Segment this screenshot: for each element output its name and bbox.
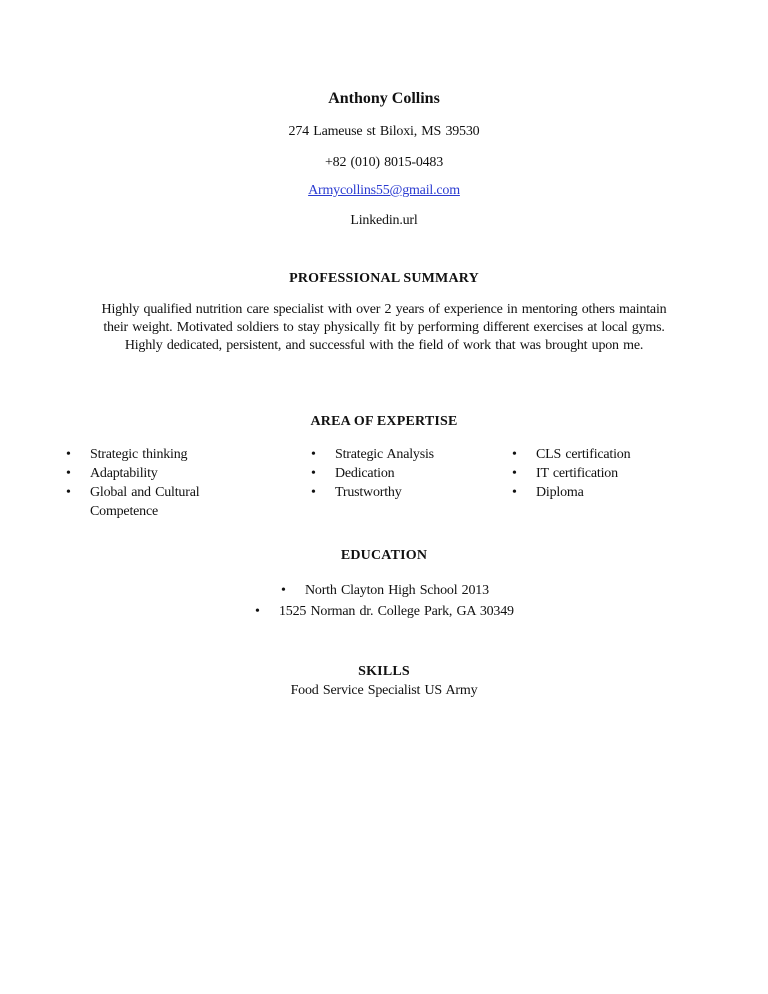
summary-heading: PROFESSIONAL SUMMARY [289,271,479,286]
education-heading: EDUCATION [340,548,428,563]
list-item-text: Global and Cultural Competence [90,485,200,519]
expertise-column-1 [66,445,246,521]
list-item [66,483,230,521]
list-item [66,445,246,464]
list-item-text: Dedication [335,466,395,481]
linkedin-url[interactable]: Linkedin.url [350,213,418,228]
email-link[interactable]: Armycollins55@gmail.com [308,183,460,198]
bullet-icon: • [66,447,71,462]
bullet-icon: • [512,447,517,462]
list-item-text: Adaptability [90,466,158,481]
bullet-icon: • [311,447,316,462]
expertise-heading: AREA OF EXPERTISE [310,414,458,429]
education-list-2 [255,602,595,621]
list-item [311,464,491,483]
phone-number: +82 (010) 8015-0483 [324,155,444,170]
email-line [0,183,768,199]
bullet-icon: • [255,604,260,619]
list-item [512,445,692,464]
list-item [311,445,491,464]
bullet-icon: • [66,466,71,481]
list-item-text: Diploma [536,485,584,500]
bullet-icon: • [512,485,517,500]
list-item [255,602,595,621]
expertise-column-3 [512,445,692,502]
list-item-text: North Clayton High School 2013 [305,583,489,598]
skills-text: Food Service Specialist US Army [290,683,478,698]
applicant-name: Anthony Collins [328,90,440,107]
bullet-icon: • [512,466,517,481]
list-item [281,581,601,600]
list-item-text: Trustworthy [335,485,402,500]
bullet-icon: • [281,583,286,598]
list-item [512,464,692,483]
education-list [281,581,601,600]
list-item-text: Strategic Analysis [335,447,434,462]
list-item-text: Strategic thinking [90,447,188,462]
bullet-icon: • [311,466,316,481]
bullet-icon: • [66,485,71,500]
expertise-column-2 [311,445,491,502]
summary-text: Highly qualified nutrition care specialist with over 2 years of experience in mentoring others maintain their weight. Motivated soldiers to stay physically fit by performing different exercises at local gyms. Highly dedicated, persistent, and successful with the field of work that was brought upon me. [101,302,667,353]
skills-heading: SKILLS [358,664,410,679]
list-item [66,464,246,483]
bullet-icon: • [311,485,316,500]
list-item [512,483,692,502]
address: 274 Lameuse st Biloxi, MS 39530 [288,124,480,139]
list-item-text: 1525 Norman dr. College Park, GA 30349 [279,604,514,619]
list-item-text: CLS certification [536,447,631,462]
list-item [311,483,491,502]
list-item-text: IT certification [536,466,618,481]
